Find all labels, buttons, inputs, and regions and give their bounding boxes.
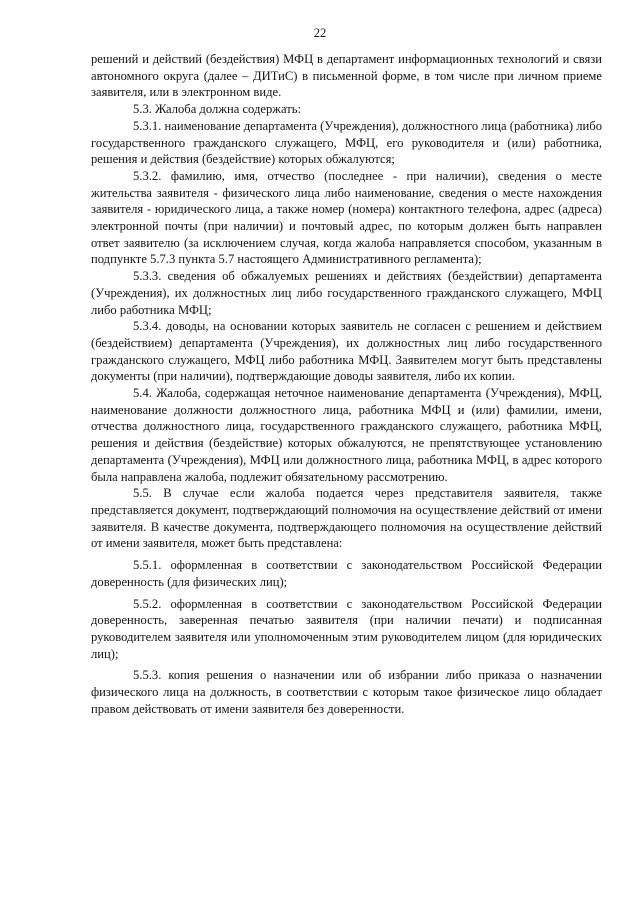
paragraph-5-3-3: 5.3.3. сведения об обжалуемых решениях и действиях (бездействии) департамента (Учреждения), их должностных лиц либо государственного гражданского служащего, МФЦ либо работника МФЦ; — [91, 269, 602, 317]
paragraph-5-3-1: 5.3.1. наименование департамента (Учреждения), должностного лица (работника) либо государственного гражданского служащего, МФЦ, его руководителя и (или) работника, решения и действия (бездействие) которых обжалуются; — [91, 118, 602, 167]
paragraph-continuation: решений и действий (бездействия) МФЦ в департамент информационных технологий и связи автономного округа (далее – ДИТиС) в письменной форме, в том числе при личном приеме заявителя, или в электронном виде. — [91, 52, 602, 100]
paragraph-5-5: 5.5. В случае если жалоба подается через представителя заявителя, также представляется документ, подтверждающий полномочия на осуществление действий от имени заявителя. В качестве документа, подтверждающего полномочия на осуществление действий от имени заявителя, может быть представлена: — [91, 486, 602, 551]
document-body — [91, 51, 602, 717]
paragraph-5-4: 5.4. Жалоба, содержащая неточное наименование департамента (Учреждения), МФЦ, наименование должности должностного лица, работника МФЦ и (или) фамилии, имени, отчества должностного лица, государственного гражданского служащего, работника МФЦ, решения и действия (бездействие) которых обжалуются, не препятствующее установлению департамента (Учреждения), МФЦ или должностного лица, работника МФЦ, в адрес которого была направлена жалоба, подлежит обязательному рассмотрению. — [91, 386, 602, 484]
paragraph-5-3-4: 5.3.4. доводы, на основании которых заявитель не согласен с решением и действием (бездействием) департамента (Учреждения), их должностных лиц либо государственного гражданского служащего, МФЦ либо работника МФЦ. Заявителем могут быть представлены документы (при наличии), подтверждающие доводы заявителя, либо их копии. — [91, 319, 602, 384]
paragraph-5-3-2: 5.3.2. фамилию, имя, отчество (последнее - при наличии), сведения о месте жительства заявителя - физического лица либо наименование, сведения о месте нахождения заявителя - юридического лица, а также номер (номера) контактного телефона, адрес (адреса) электронной почты (при наличии) и почтовый адрес, по которым должен быть направлен ответ заявителю (за исключением случая, когда жалоба направляется способом, указанным в подпункте 5.7.3 пункта 5.7 настоящего Административного регламента); — [91, 168, 602, 267]
paragraph-5-5-2: 5.5.2. оформленная в соответствии с законодательством Российской Федерации доверенность, заверенная печатью заявителя (при наличии печати) и подписанная руководителем заявителя или уполномоченным этим руководителем лицом (для юридических лиц); — [91, 596, 602, 661]
paragraph-5-3: 5.3. Жалоба должна содержать: — [133, 102, 301, 117]
paragraph-5-5-3: 5.5.3. копия решения о назначении или об избрании либо приказа о назначении физического лица на должность, в соответствии с которым такое физическое лицо обладает правом действовать от имени заявителя без доверенности. — [91, 668, 602, 716]
page-number: 22 — [313, 26, 327, 40]
paragraph-5-5-1: 5.5.1. оформленная в соответствии с законодательством Российской Федерации доверенность (для физических лиц); — [91, 558, 602, 589]
